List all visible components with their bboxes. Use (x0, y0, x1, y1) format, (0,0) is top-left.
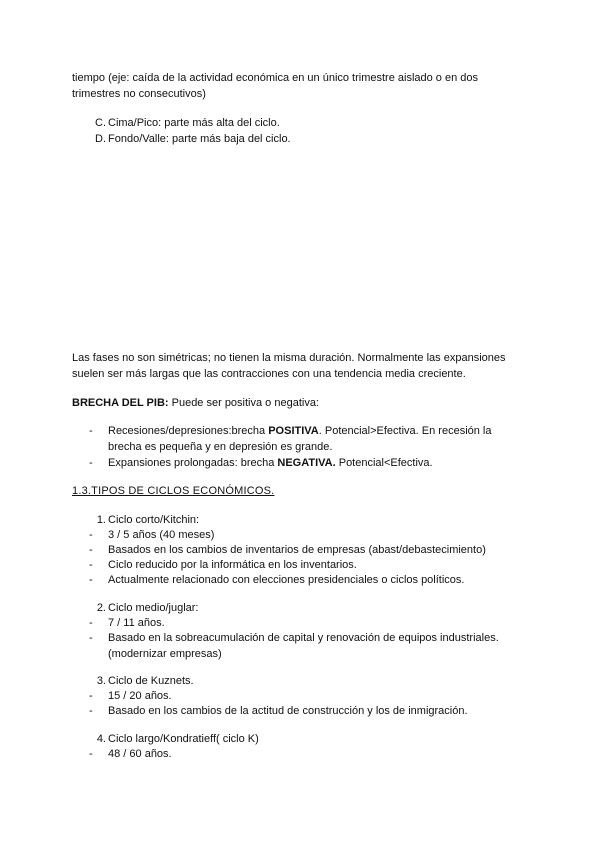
dash-marker: - (89, 544, 93, 556)
list-item (0, 630, 600, 662)
intro-line-2: trimestres no consecutivos) (72, 88, 206, 100)
list-item-text: Actualmente relacionado con elecciones presidenciales o ciclos políticos. (108, 574, 465, 586)
phase-text: Fondo/Valle: parte más baja del ciclo. (108, 133, 291, 145)
asymmetry-line-1: Las fases no son simétricas; no tienen la misma duración. Normalmente las expansiones (72, 352, 506, 364)
phase-marker: C. (95, 117, 106, 129)
brecha-text: Puede ser positiva o negativa: (168, 397, 319, 409)
brecha-label: BRECHA DEL PIB: (72, 397, 169, 409)
cycle-title-row (0, 731, 600, 747)
list-item (0, 557, 600, 573)
dash-marker: - (89, 574, 93, 586)
phase-item (0, 115, 600, 131)
brecha-item-text: Expansiones prolongadas: brecha NEGATIVA. Potencial<Efectiva. (108, 457, 433, 469)
list-item (0, 688, 600, 704)
phase-marker: D. (95, 133, 106, 145)
list-item-text: 48 / 60 años. (108, 748, 172, 760)
cycle-title: Ciclo medio/juglar: (108, 602, 199, 614)
list-item-text: Basado en los cambios de la actitud de construcción y los de inmigración. (108, 705, 468, 717)
phase-text: Cima/Pico: parte más alta del ciclo. (108, 117, 280, 129)
list-item-text: 3 / 5 años (40 meses) (108, 529, 215, 541)
cycle-title: Ciclo largo/Kondratieff( ciclo K) (108, 733, 259, 745)
brecha-item-text: Recesiones/depresiones:brecha POSITIVA. Potencial>Efectiva. En recesión la brecha es pequeña y en depresión es grande. (108, 425, 492, 453)
brecha-item (0, 423, 600, 455)
dash-marker: - (89, 690, 93, 702)
dash-marker: - (89, 457, 93, 469)
brecha-positive: POSITIVA (268, 425, 319, 437)
cycle-title: Ciclo corto/Kitchin: (108, 514, 200, 526)
dash-marker: - (89, 705, 93, 717)
dash-marker: - (89, 617, 93, 629)
list-item (0, 527, 600, 543)
list-item (0, 703, 600, 719)
list-item-text: 15 / 20 años. (108, 690, 172, 702)
brecha-negative: NEGATIVA. (277, 457, 336, 469)
cycle-title-row (0, 512, 600, 528)
dash-marker: - (89, 559, 93, 571)
brecha-item (0, 455, 600, 471)
intro-line-1: tiempo (eje: caída de la actividad económica en un único trimestre aislado o en dos (72, 72, 479, 84)
list-item-text: Basado en la sobreacumulación de capital y renovación de equipos industriales. (modernizar empresas) (108, 632, 499, 660)
list-item (0, 746, 600, 762)
intro-paragraph (72, 70, 532, 102)
cycle-number: 4. (96, 733, 106, 745)
list-item (0, 542, 600, 558)
cycle-title: Ciclo de Kuznets. (108, 675, 194, 687)
asymmetry-line-2: suelen ser más largas que las contracciones con una tendencia media creciente. (72, 368, 466, 380)
cycle-number: 2. (96, 602, 106, 614)
list-item (0, 572, 600, 588)
cycle-number: 3. (96, 675, 106, 687)
list-item-text: 7 / 11 años. (108, 617, 165, 629)
dash-marker: - (89, 748, 93, 760)
asymmetry-paragraph (72, 350, 532, 382)
phase-item (0, 131, 600, 147)
dash-marker: - (89, 632, 93, 644)
list-item-text: Basados en los cambios de inventarios de empresas (abast/debastecimiento) (108, 544, 486, 556)
cycle-title-row (0, 673, 600, 689)
dash-marker: - (89, 425, 93, 437)
brecha-heading (72, 395, 532, 411)
list-item (0, 615, 600, 631)
dash-marker: - (89, 529, 93, 541)
cycle-title-row (0, 600, 600, 616)
list-item-text: Ciclo reducido por la informática en los inventarios. (108, 559, 357, 571)
section-title: 1.3.TIPOS DE CICLOS ECONÓMICOS. (72, 485, 275, 497)
cycle-number: 1. (96, 514, 106, 526)
